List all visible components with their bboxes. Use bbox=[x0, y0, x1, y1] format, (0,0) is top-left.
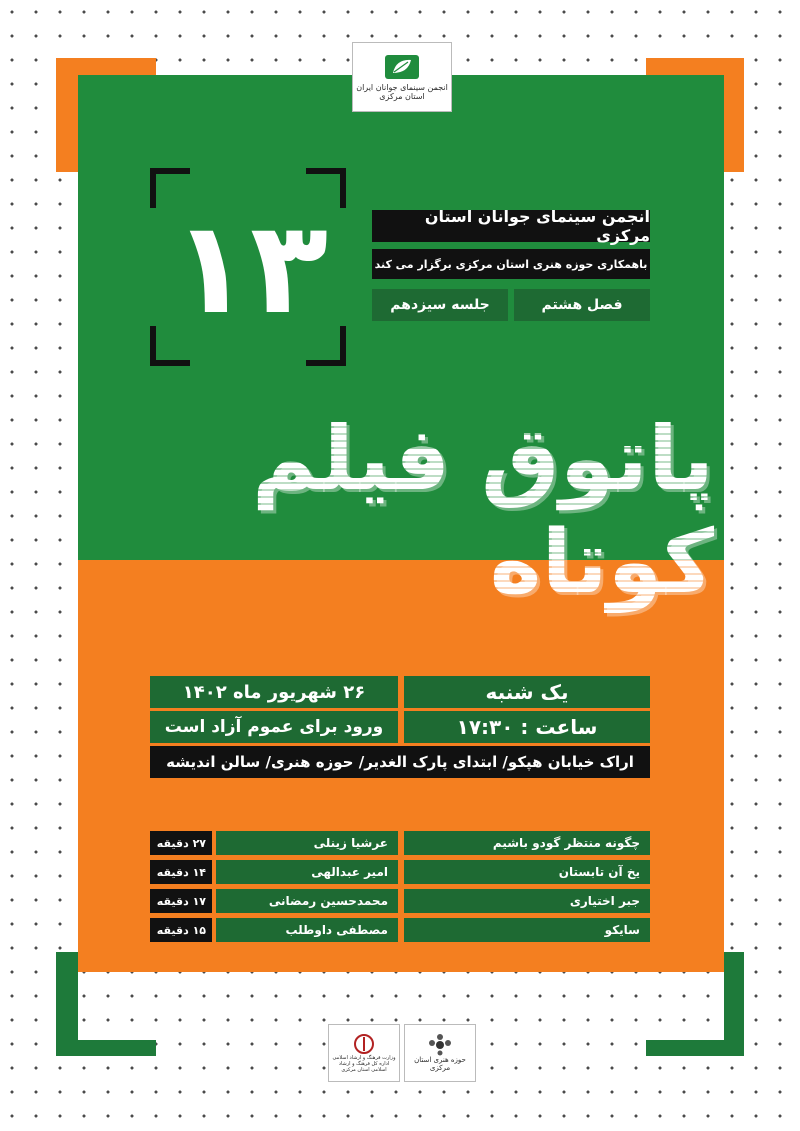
film-title: چگونه منتظر گودو باشیم bbox=[404, 831, 650, 855]
entry-bar: ورود برای عموم آزاد است bbox=[150, 711, 398, 743]
session-label-bar: جلسه سیزدهم bbox=[372, 289, 508, 321]
film-director: محمدحسین رمضانی bbox=[216, 889, 398, 913]
flower-emblem-icon bbox=[425, 1034, 455, 1056]
film-title: جبر اختیاری bbox=[404, 889, 650, 913]
leaf-film-icon bbox=[384, 53, 420, 81]
hozeh-logo-text: حوزه هنری استان مرکزی bbox=[414, 1056, 466, 1072]
film-duration: ۱۵ دقیقه bbox=[150, 918, 212, 942]
iran-emblem-icon bbox=[353, 1033, 375, 1055]
season-bar: فصل هشتم bbox=[514, 289, 650, 321]
org-logo-sub: استان مرکزی bbox=[379, 92, 425, 101]
film-title: سایکو bbox=[404, 918, 650, 942]
date-bar: ۲۶ شهریور ماه ۱۴۰۲ bbox=[150, 676, 398, 708]
org-logo-text: انجمن سینمای جوانان ایران bbox=[356, 83, 448, 92]
frame-corner-top-left-h bbox=[56, 58, 156, 75]
film-director: مصطفی داوطلب bbox=[216, 918, 398, 942]
cooperation-line-bar: باهمکاری حوزه هنری استان مرکزی برگزار می کند bbox=[372, 249, 650, 279]
time-bar: ساعت : ۱۷:۳۰ bbox=[404, 711, 650, 743]
film-duration: ۱۴ دقیقه bbox=[150, 860, 212, 884]
film-duration: ۲۷ دقیقه bbox=[150, 831, 212, 855]
org-logo bbox=[352, 42, 452, 112]
ministry-logo-text: وزارت فرهنگ و ارشاد اسلامی اداره کل فرهنگ و ارشاد اسلامی استان مرکزی bbox=[332, 1055, 396, 1073]
session-number: ۱۳ bbox=[171, 193, 329, 343]
frame-corner-top-right bbox=[724, 58, 744, 172]
frame-corner-top-right-h bbox=[646, 58, 744, 75]
frame-corner-bottom-left-h bbox=[56, 1040, 156, 1056]
hozeh-logo bbox=[404, 1024, 476, 1082]
org-line-bar: انجمن سینمای جوانان استان مرکزی bbox=[372, 210, 650, 242]
poster-title-text: پاتوق فیلم کوتاه bbox=[78, 407, 724, 613]
film-director: عرشیا زینلی bbox=[216, 831, 398, 855]
poster-title bbox=[78, 407, 724, 613]
frame-corner-bottom-right-h bbox=[646, 1040, 744, 1056]
film-director: امیر عبدالهی bbox=[216, 860, 398, 884]
frame-corner-top-left bbox=[56, 58, 78, 172]
film-duration: ۱۷ دقیقه bbox=[150, 889, 212, 913]
day-bar: یک شنبه bbox=[404, 676, 650, 708]
address-bar: اراک خیابان هپکو/ ابتدای پارک الغدیر/ حوزه هنری/ سالن اندیشه bbox=[150, 746, 650, 778]
film-title: یخ آن تابستان bbox=[404, 860, 650, 884]
ministry-logo bbox=[328, 1024, 400, 1082]
